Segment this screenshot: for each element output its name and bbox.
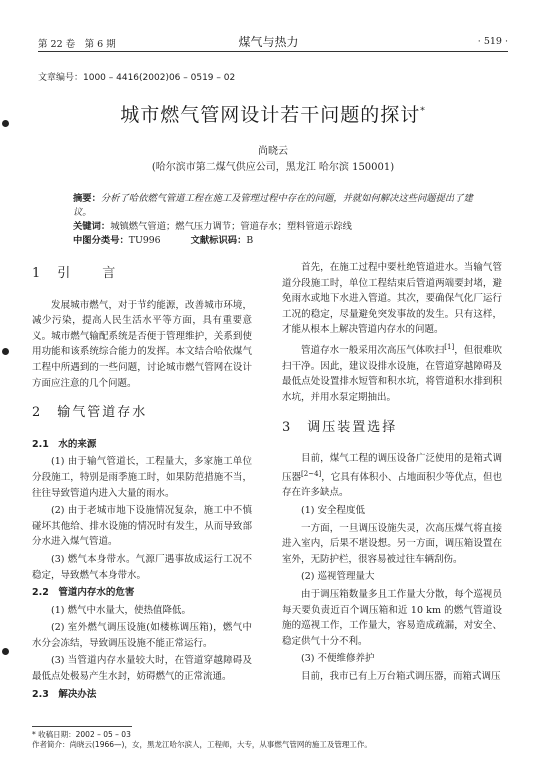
article-number: 文章编号：1000 – 4416(2002)06 – 0519 – 02 — [38, 73, 236, 83]
abstract-text: 分析了哈依燃气管道工程在施工及管理过程中存在的问题，并就如何解决这些问题提出了建议。 — [73, 193, 473, 218]
paragraph: 首先，在施工过程中要杜绝管道进水。当输气管道分段施工时，单位工程结束后管道两端要封堵，避免雨水或地下水进入管道。其次，要确保气化厂运行工况的稳定，尽量避免突发事故的发生。只有这样，才能从根本上解决管道内存水的问题。 — [282, 262, 502, 336]
section-heading: 2 输气管道存水 — [32, 405, 148, 421]
text-run: ，它具有体积小、占地面积少等优点，但也存在许多缺点。 — [282, 471, 502, 499]
doc-code-label: 文献标识码： — [190, 235, 247, 246]
footnote — [32, 730, 372, 750]
received-date: * 收稿日期：2002 – 05 – 03 — [32, 730, 131, 739]
list-item-title: (2) 巡视管理量大 — [301, 571, 375, 583]
abstract-label: 摘要： — [73, 193, 101, 204]
text-run: 管道存水一般采用次高压气体吹扫 — [301, 345, 445, 357]
journal-volume: 第 22 卷 第 6 期 — [38, 39, 116, 50]
paragraph: 目前，我市已有上万台箱式调压器，而箱式调压 — [301, 670, 501, 682]
footnote-rule — [32, 726, 132, 727]
paragraph: (1) 燃气中水量大，使热值降低。 — [51, 604, 191, 616]
class-value: TU996 — [128, 235, 161, 246]
paragraph — [282, 451, 502, 501]
section-heading: 1 引 言 — [32, 266, 118, 281]
binding-hole-mark — [2, 120, 9, 127]
list-item-title: (1) 安全程度低 — [301, 505, 365, 517]
title-footnote-mark: * — [420, 106, 426, 117]
citation-ref: [2~4] — [301, 469, 322, 478]
keywords-text: 城镇燃气管道；燃气压力调节；管道存水；塑料管道示踪线 — [110, 221, 352, 232]
right-column — [282, 260, 502, 687]
subsection-heading: 2.1 水的来源 — [32, 438, 97, 450]
citation-ref: [1] — [444, 342, 455, 351]
paragraph: 一方面，一旦调压设施失灵，次高压煤气将直接进入室内，后果不堪设想。另一方面，调压箱设置在室外，无防护栏，很容易被过往车辆刮伤。 — [282, 522, 502, 565]
abstract — [73, 192, 473, 220]
title-text: 城市燃气管网设计若干问题的探讨 — [120, 104, 421, 126]
journal-name: 煤气与热力 — [238, 35, 299, 49]
binding-hole-mark — [2, 648, 9, 655]
header-rule — [38, 51, 508, 52]
paragraph: 由于调压箱数量多且工作量大分散，每个巡视员每天要负责近百个调压箱和近 10 km 的燃气管道设施的巡视工作，工作量大，容易造成疏漏，对安全、稳定供气十分不利。 — [282, 589, 502, 647]
author-bio: 作者简介：尚晓云(1966—)，女，黑龙江哈尔滨人，工程师，大专，从事燃气管网的施工及管理工作。 — [32, 740, 372, 749]
text-run: 目前，煤气工程的调压设备广泛使用的是箱式调压器 — [282, 453, 502, 483]
paragraph: (1) 由于输气管道长，工程量大，多家施工单位分段施工，特别是雨季施工时，如果防范措施不当，往往导致管道内进入大量的雨水。 — [32, 456, 252, 499]
abstract-block — [73, 192, 473, 248]
paragraph: 发展城市燃气，对于节约能源，改善城市环境，减少污染，提高人民生活水平等方面，具有重要意义。城市燃气输配系统是否便于管理维护，关系到使用功能和该系统综合能力的发挥。本文结合哈依煤气工程中所遇到的一些问题，讨论城市燃气管网在设计方面应注意的几个问题。 — [32, 299, 252, 389]
paragraph: (3) 燃气本身带水。气源厂遇事故成运行工况不稳定，导致燃气本身带水。 — [32, 553, 252, 581]
subsection-heading: 2.2 管道内存水的危害 — [32, 587, 135, 599]
binding-hole-mark — [2, 348, 9, 355]
left-column — [32, 260, 252, 704]
author-name: 尚晓云 — [258, 146, 288, 157]
section-heading: 3 调压装置选择 — [282, 419, 398, 435]
author-affiliation: (哈尔滨市第二煤气供应公司，黑龙江 哈尔滨 150001) — [151, 162, 395, 173]
class-label: 中图分类号： — [73, 235, 129, 246]
doc-code-value: B — [246, 235, 254, 246]
keywords — [73, 220, 473, 234]
paragraph: (2) 由于老城市地下设施情况复杂，施工中不慎碰坏其他给、排水设施的情况时有发生，从而导致部分水进入煤气管道。 — [32, 505, 252, 548]
paragraph — [282, 340, 502, 406]
paragraph: (2) 室外燃气调压设施(如楼栋调压箱)，燃气中水分会冻结，导致调压设施不能正常运行。 — [32, 622, 252, 649]
paper-title — [38, 100, 508, 127]
classification — [73, 234, 473, 248]
keywords-label: 关键词： — [73, 221, 111, 232]
paragraph: (3) 当管道内存水量较大时，在管道穿越障碍及最低点处极易产生水封，妨碍燃气的正常流通。 — [32, 655, 252, 683]
page-number: · 519 · — [477, 36, 508, 47]
subsection-heading: 2.3 解决办法 — [32, 688, 97, 700]
text-run: ，但很难吹扫干净。因此，建议设排水设施，在管道穿越障碍及最低点处设置排水短管和积水坑，将管道积水排到积水坑，并用水泵定期抽出。 — [282, 345, 502, 403]
list-item-title: (3) 不便维修养护 — [301, 653, 375, 665]
